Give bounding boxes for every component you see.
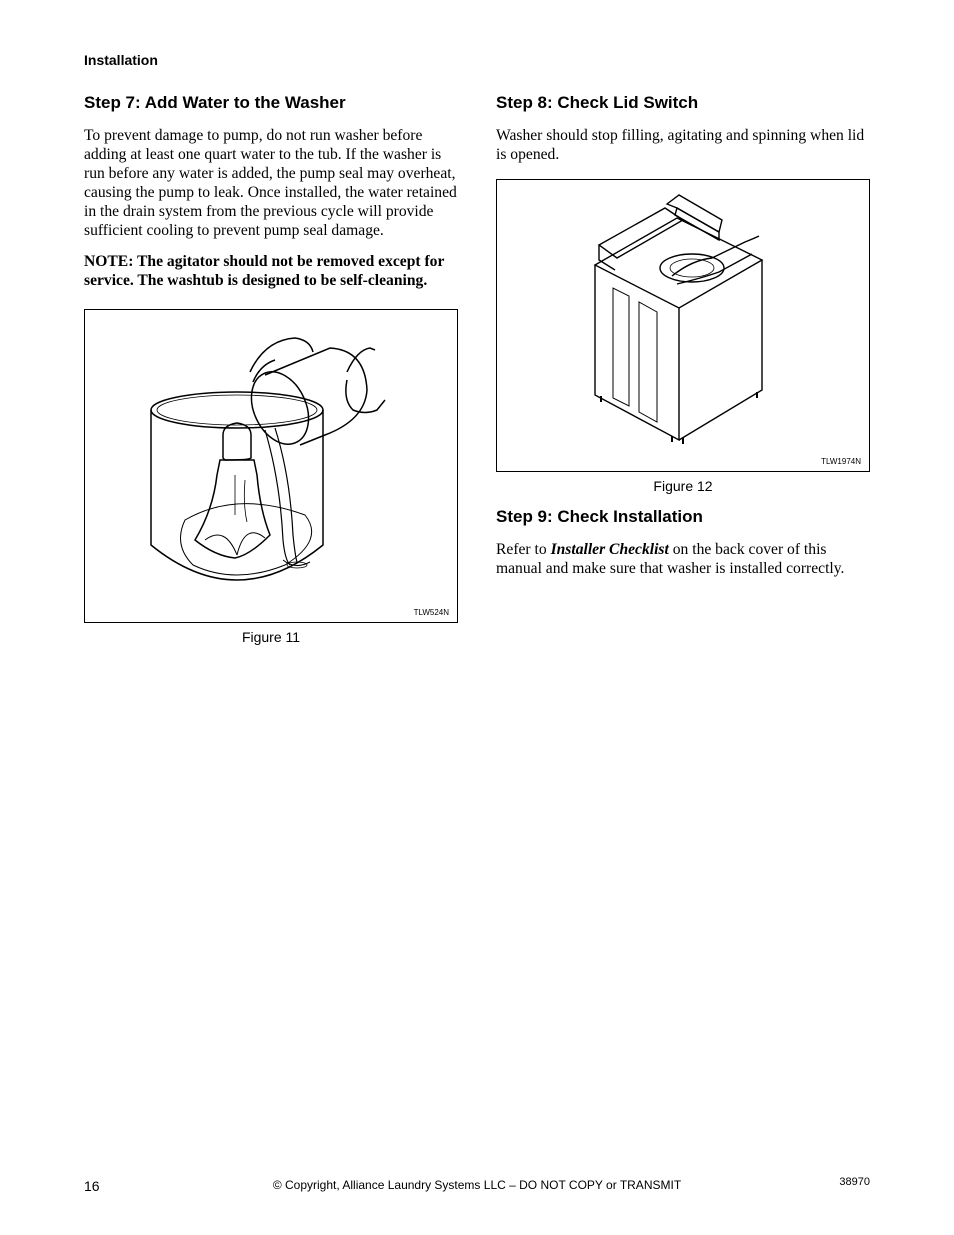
washer-lid-illustration: [497, 180, 869, 471]
right-column: [496, 92, 870, 590]
step9-body-suffix: on the back cover of this manual and make sure that washer is installed correctly.: [496, 541, 845, 577]
step9-body: [496, 540, 870, 578]
installer-checklist-reference: Installer Checklist: [550, 541, 669, 558]
tub-pouring-water-illustration: [85, 310, 457, 622]
figure-11: [84, 309, 458, 623]
step7-note: NOTE: The agitator should not be removed except for service. The washtub is designed to be self-cleaning.: [84, 253, 445, 289]
page-footer: [84, 1176, 870, 1196]
figure-12-caption: Figure 12: [653, 478, 713, 494]
document-number: 38970: [839, 1176, 870, 1188]
figure-12: [496, 179, 870, 472]
copyright-notice: © Copyright, Alliance Laundry Systems LLC – DO NOT COPY or TRANSMIT: [272, 1178, 682, 1192]
step7-heading: Step 7: Add Water to the Washer: [84, 93, 346, 112]
step9-body-prefix: Refer to: [496, 541, 551, 558]
left-column: [84, 92, 458, 645]
step8-body: Washer should stop filling, agitating and spinning when lid is opened.: [496, 127, 865, 163]
figure-11-caption: Figure 11: [241, 629, 301, 645]
page-number: 16: [84, 1178, 100, 1194]
step8-heading: Step 8: Check Lid Switch: [496, 93, 699, 112]
figure-12-code: TLW1974N: [821, 457, 861, 466]
step9-heading: Step 9: Check Installation: [496, 507, 703, 526]
step7-body: To prevent damage to pump, do not run washer before adding at least one quart water to the tub. If the washer is run before any water is added, the pump seal may overheat, causing the pump to leak. Once installed, the water retained in the drain system from the previous cycle will provide sufficient cooling to prevent pump seal damage.: [84, 127, 457, 239]
section-label: Installation: [84, 52, 158, 68]
figure-11-code: TLW524N: [413, 608, 449, 617]
